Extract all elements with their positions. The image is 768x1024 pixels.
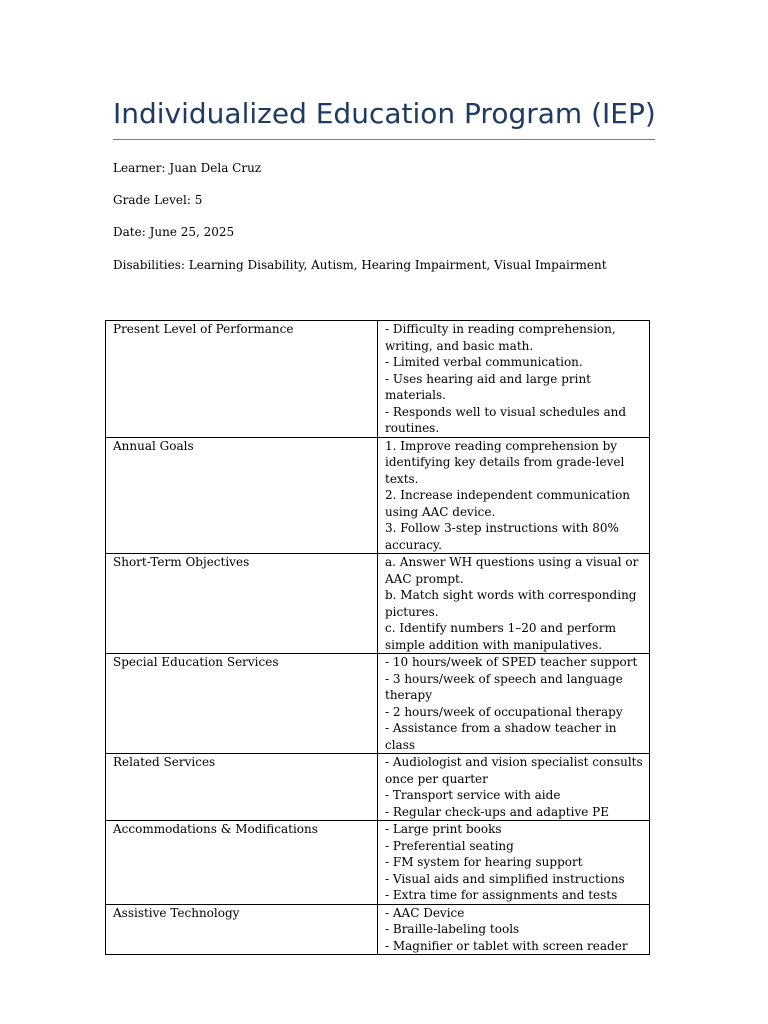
row-label: Annual Goals <box>106 437 378 554</box>
learner-line <box>113 160 261 176</box>
title-underline <box>113 139 655 140</box>
detail-line: 1. Improve reading comprehension by identifying key details from grade-level texts. <box>385 438 625 486</box>
row-detail <box>378 554 650 654</box>
table-row <box>106 821 650 905</box>
row-label: Short-Term Objectives <box>106 554 378 654</box>
date-label: Date : <box>113 225 150 239</box>
detail-line: - Braille-labeling tools <box>385 922 520 936</box>
detail-line: - Assistance from a shadow teacher in class <box>385 721 617 752</box>
detail-line: 3. Follow 3-step instructions with 80% accuracy. <box>385 521 619 552</box>
table-row <box>106 554 650 654</box>
row-detail <box>378 754 650 821</box>
table-row <box>106 904 650 955</box>
detail-line: - Preferential seating <box>385 838 514 853</box>
table-row <box>106 321 650 438</box>
table-row <box>106 654 650 754</box>
detail-line: a. Answer WH questions using a visual or AAC prompt. <box>385 555 639 586</box>
row-label: Special Education Services <box>106 654 378 754</box>
detail-line: - FM system for hearing support <box>385 855 583 869</box>
row-detail <box>378 437 650 554</box>
iep-table <box>105 320 650 955</box>
detail-line: 2. Increase independent communication using AAC device. <box>385 488 631 519</box>
detail-line: - 10 hours/week of SPED teacher support <box>385 655 638 669</box>
date-value: June 25, 2025 <box>149 225 235 239</box>
detail-line: - Magnifier or tablet with screen reader <box>385 938 628 953</box>
table-row <box>106 754 650 821</box>
detail-line: - 2 hours/week of occupational therapy <box>385 704 623 719</box>
learner-value: Juan Dela Cruz <box>169 161 262 175</box>
row-detail <box>378 321 650 438</box>
detail-line: - Difficulty in reading comprehension, writing, and basic math. <box>385 322 616 353</box>
grade-level-line <box>113 192 202 208</box>
disabilities-line <box>113 257 607 273</box>
detail-line: - Extra time for assignments and tests <box>385 888 618 902</box>
detail-line: - AAC Device <box>385 905 465 920</box>
row-detail <box>378 904 650 955</box>
row-label: Accommodations & Modifications <box>106 821 378 905</box>
detail-line: - Responds well to visual schedules and routines. <box>385 404 627 435</box>
detail-line: - Large print books <box>385 822 502 836</box>
detail-line: - Limited verbal communication. <box>385 355 583 369</box>
document-title: Individualized Education Program (IEP) <box>113 97 656 130</box>
detail-line: - Regular check-ups and adaptive PE <box>385 804 609 819</box>
detail-line: - Visual aids and simplified instructions <box>385 871 625 886</box>
grade-level-label: Grade Level : <box>113 193 195 207</box>
detail-line: - Transport service with aide <box>385 788 561 802</box>
row-label: Related Services <box>106 754 378 821</box>
grade-level-value: 5 <box>194 193 203 207</box>
table-row <box>106 437 650 554</box>
disabilities-value: Learning Disability, Autism, Hearing Impairment, Visual Impairment <box>188 258 607 272</box>
row-label: Present Level of Performance <box>106 321 378 438</box>
row-detail <box>378 821 650 905</box>
row-label: Assistive Technology <box>106 904 378 955</box>
learner-label: Learner : <box>113 161 169 175</box>
detail-line: - Uses hearing aid and large print materials. <box>385 371 591 402</box>
detail-line: b. Match sight words with corresponding pictures. <box>385 588 637 619</box>
disabilities-label: Disabilities : <box>113 258 189 272</box>
detail-line: c. Identify numbers 1–20 and perform simple addition with manipulatives. <box>385 621 617 652</box>
detail-line: - Audiologist and vision specialist consults once per quarter <box>385 755 643 786</box>
detail-line: - 3 hours/week of speech and language therapy <box>385 671 623 702</box>
row-detail <box>378 654 650 754</box>
date-line <box>113 224 234 240</box>
